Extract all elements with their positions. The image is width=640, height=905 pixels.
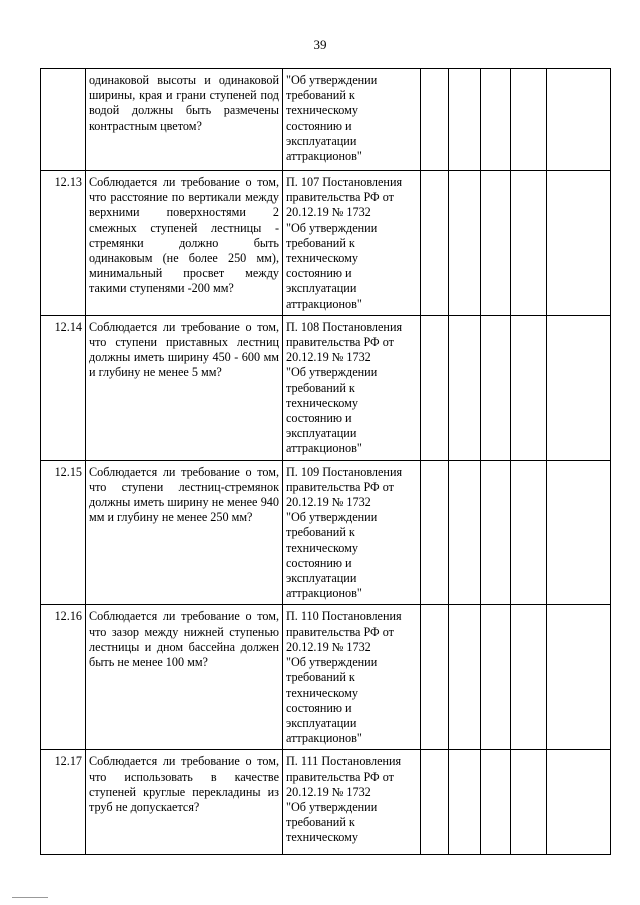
item-number: 12.14 xyxy=(41,315,86,460)
answer-cell-extra[interactable] xyxy=(511,750,547,855)
reference-line: 20.12.19 № 1732 xyxy=(286,784,371,799)
reference-line: правительства РФ от xyxy=(286,479,394,494)
page-number: 39 xyxy=(313,37,327,52)
reference-line: аттракционов" xyxy=(286,731,362,746)
answer-cell-no[interactable] xyxy=(449,605,481,750)
reference-line: эксплуатации xyxy=(286,715,357,730)
answer-cell-extra[interactable] xyxy=(511,171,547,316)
reference-line: требований к xyxy=(286,235,355,250)
reference-line: аттракционов" xyxy=(286,296,362,311)
requirement-text: Соблюдается ли требование о том, что ступени приставных лестниц должны иметь ширину 450 - 600 мм и глубину не менее 5 мм? xyxy=(86,315,283,460)
reference-line: аттракционов" xyxy=(286,586,362,601)
answer-cell-na[interactable] xyxy=(481,315,511,460)
answer-cell-na[interactable] xyxy=(481,69,511,171)
reference-line: 20.12.19 № 1732 xyxy=(286,495,371,510)
answer-cell-yes[interactable] xyxy=(421,315,449,460)
answer-cell-na[interactable] xyxy=(481,750,511,855)
answer-cell-extra[interactable] xyxy=(511,605,547,750)
reference-line: правительства РФ от xyxy=(286,190,394,205)
answer-cell-no[interactable] xyxy=(449,460,481,605)
reference-line: 20.12.19 № 1732 xyxy=(286,639,371,654)
reference-line: техническому xyxy=(286,395,358,410)
requirement-text: одинаковой высоты и одинаковой ширины, края и грани ступеней под водой должны быть размечены контрастным цветом? xyxy=(86,69,283,171)
answer-cell-na[interactable] xyxy=(481,460,511,605)
reference-line: "Об утверждении xyxy=(286,655,378,670)
table-row xyxy=(41,750,611,855)
notes-cell[interactable] xyxy=(547,171,611,316)
reference-line: П. 107 Постановления xyxy=(286,175,403,189)
answer-cell-yes[interactable] xyxy=(421,460,449,605)
answer-cell-yes[interactable] xyxy=(421,605,449,750)
reference-line: эксплуатации xyxy=(286,426,357,441)
reference-line: эксплуатации xyxy=(286,133,357,148)
reference-line: техническому xyxy=(286,685,358,700)
table-row xyxy=(41,460,611,605)
table-row xyxy=(41,605,611,750)
reference-line: правительства РФ от xyxy=(286,335,394,350)
answer-cell-na[interactable] xyxy=(481,605,511,750)
reference-line: аттракционов" xyxy=(286,149,362,164)
reference-line: состоянию и xyxy=(286,411,352,426)
answer-cell-yes[interactable] xyxy=(421,750,449,855)
reference-line: требований к xyxy=(286,88,355,103)
reference-line: состоянию и xyxy=(286,700,352,715)
reference-line: "Об утверждении xyxy=(286,510,378,525)
reference-line: требований к xyxy=(286,815,355,830)
table-row xyxy=(41,315,611,460)
reference-line: "Об утверждении xyxy=(286,220,378,235)
requirement-text: Соблюдается ли требование о том, что зазор между нижней ступенью лестницы и дном бассейна должен быть не менее 100 мм? xyxy=(86,605,283,750)
reference-line: техническому xyxy=(286,103,358,118)
reference-line: требований к xyxy=(286,670,355,685)
reference-line: эксплуатации xyxy=(286,281,357,296)
reference-line: "Об утверждении xyxy=(286,73,378,87)
answer-cell-extra[interactable] xyxy=(511,69,547,171)
answer-cell-no[interactable] xyxy=(449,750,481,855)
answer-cell-yes[interactable] xyxy=(421,171,449,316)
requirement-text: Соблюдается ли требование о том, что использовать в качестве ступеней круглые перекладины из труб не допускается? xyxy=(86,750,283,855)
reference-line: 20.12.19 № 1732 xyxy=(286,205,371,220)
reference-line: техническому xyxy=(286,251,358,266)
answer-cell-yes[interactable] xyxy=(421,69,449,171)
table-row xyxy=(41,69,611,171)
item-number: 12.13 xyxy=(41,171,86,316)
legal-reference xyxy=(283,69,421,171)
item-number: 12.16 xyxy=(41,605,86,750)
answer-cell-extra[interactable] xyxy=(511,460,547,605)
notes-cell[interactable] xyxy=(547,605,611,750)
reference-line: состоянию и xyxy=(286,118,352,133)
reference-line: правительства РФ от xyxy=(286,769,394,784)
legal-reference xyxy=(283,171,421,316)
reference-line: требований к xyxy=(286,380,355,395)
reference-line: правительства РФ от xyxy=(286,624,394,639)
answer-cell-no[interactable] xyxy=(449,171,481,316)
notes-cell[interactable] xyxy=(547,750,611,855)
reference-line: техническому xyxy=(286,830,358,845)
reference-line: техническому xyxy=(286,540,358,555)
item-number: 12.15 xyxy=(41,460,86,605)
answer-cell-extra[interactable] xyxy=(511,315,547,460)
requirement-text: Соблюдается ли требование о том, что ступени лестниц-стремянок должны иметь ширину не менее 940 мм и глубину не менее 250 мм? xyxy=(86,460,283,605)
reference-line: "Об утверждении xyxy=(286,799,378,814)
reference-line: П. 108 Постановления xyxy=(286,319,403,334)
reference-line: "Об утверждении xyxy=(286,365,378,380)
notes-cell[interactable] xyxy=(547,315,611,460)
legal-reference xyxy=(283,750,421,855)
reference-line: П. 110 Постановления xyxy=(286,609,402,624)
page-edge-mark xyxy=(12,897,48,898)
reference-line: требований к xyxy=(286,525,355,540)
reference-line: аттракционов" xyxy=(286,441,362,456)
reference-line: П. 111 Постановления xyxy=(286,754,402,769)
answer-cell-no[interactable] xyxy=(449,69,481,171)
reference-line: состоянию и xyxy=(286,266,352,281)
requirement-text: Соблюдается ли требование о том, что расстояние по вертикали между верхними поверхностями 2 смежных ступеней лестницы - стремянки должно быть одинаковым (не более 250 мм), минимальный просвет между такими ступенями -200 мм? xyxy=(86,171,283,316)
reference-line: состоянию и xyxy=(286,555,352,570)
answer-cell-na[interactable] xyxy=(481,171,511,316)
checklist-table xyxy=(40,68,611,855)
notes-cell[interactable] xyxy=(547,69,611,171)
table-row xyxy=(41,171,611,316)
legal-reference xyxy=(283,605,421,750)
reference-line: 20.12.19 № 1732 xyxy=(286,350,371,365)
item-number: 12.17 xyxy=(41,750,86,855)
notes-cell[interactable] xyxy=(547,460,611,605)
reference-line: П. 109 Постановления xyxy=(286,464,403,479)
item-number xyxy=(41,69,86,171)
reference-line: эксплуатации xyxy=(286,571,357,586)
answer-cell-no[interactable] xyxy=(449,315,481,460)
legal-reference xyxy=(283,460,421,605)
legal-reference xyxy=(283,315,421,460)
